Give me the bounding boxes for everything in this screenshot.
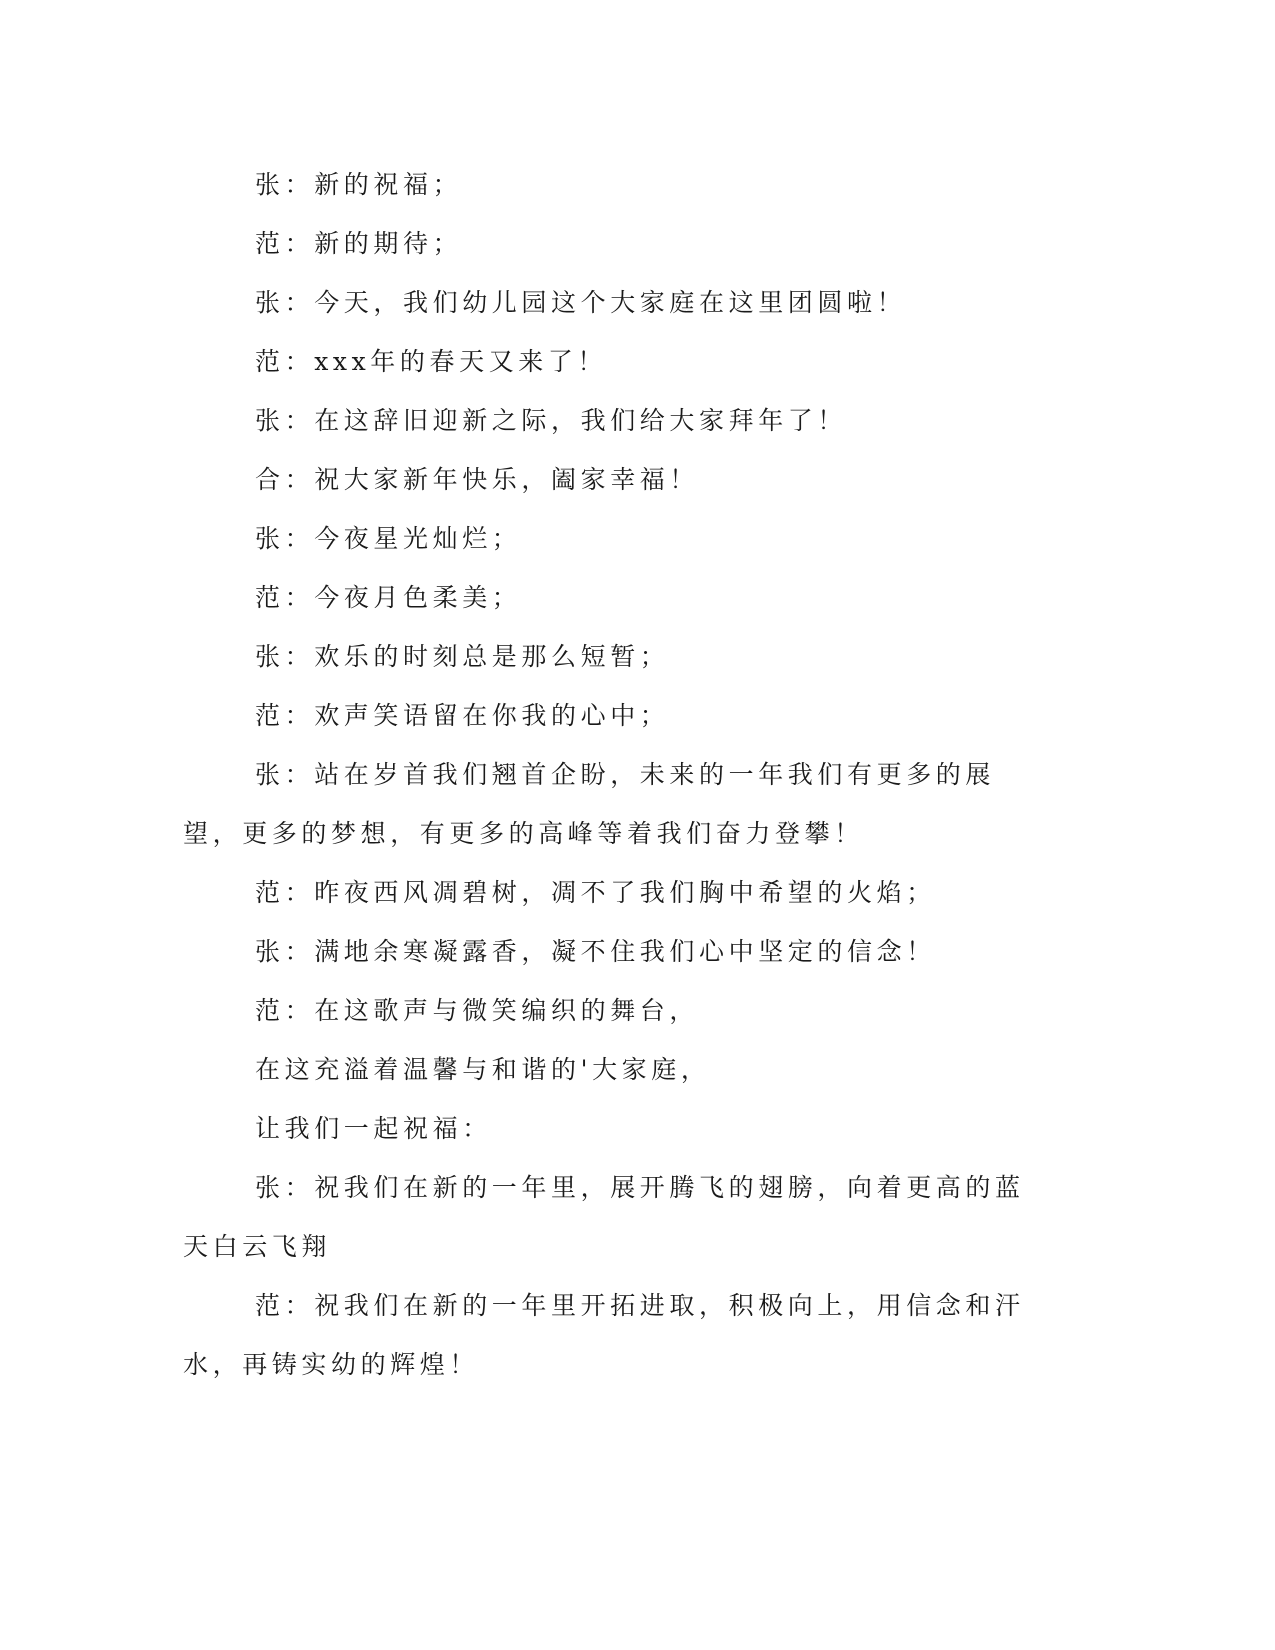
paragraph: 张：今夜星光灿烂； <box>255 524 522 553</box>
paragraph: 范：欢声笑语留在你我的心中； <box>255 701 670 730</box>
paragraph: 张：满地余寒凝露香，凝不住我们心中坚定的信念！ <box>255 937 936 966</box>
paragraph: 张：祝我们在新的一年里，展开腾飞的翅膀，向着更高的蓝天白云飞翔 <box>183 1173 1025 1261</box>
paragraph: 张：站在岁首我们翘首企盼，未来的一年我们有更多的展望，更多的梦想，有更多的高峰等着我们奋力登攀！ <box>183 760 996 848</box>
paragraph: 范：今夜月色柔美； <box>255 583 522 612</box>
paragraph: 范：新的期待； <box>255 229 463 258</box>
paragraph: 范：xxx年的春天又来了！ <box>255 347 608 376</box>
paragraph: 张：新的祝福； <box>255 170 463 199</box>
paragraph: 张：今天，我们幼儿园这个大家庭在这里团圆啦！ <box>255 288 907 317</box>
paragraph: 在这充溢着温馨与和谐的'大家庭， <box>255 1055 711 1084</box>
document-body <box>183 155 1033 1394</box>
paragraph: 范：昨夜西风凋碧树，凋不了我们胸中希望的火焰； <box>255 878 936 907</box>
paragraph: 范：祝我们在新的一年里开拓进取，积极向上，用信念和汗水，再铸实幼的辉煌！ <box>183 1291 1025 1379</box>
paragraph: 范：在这歌声与微笑编织的舞台， <box>255 996 700 1025</box>
paragraph: 合：祝大家新年快乐，阖家幸福！ <box>255 465 700 494</box>
paragraph: 张：在这辞旧迎新之际，我们给大家拜年了！ <box>255 406 848 435</box>
paragraph: 张：欢乐的时刻总是那么短暂； <box>255 642 670 671</box>
paragraph: 让我们一起祝福： <box>255 1114 492 1143</box>
